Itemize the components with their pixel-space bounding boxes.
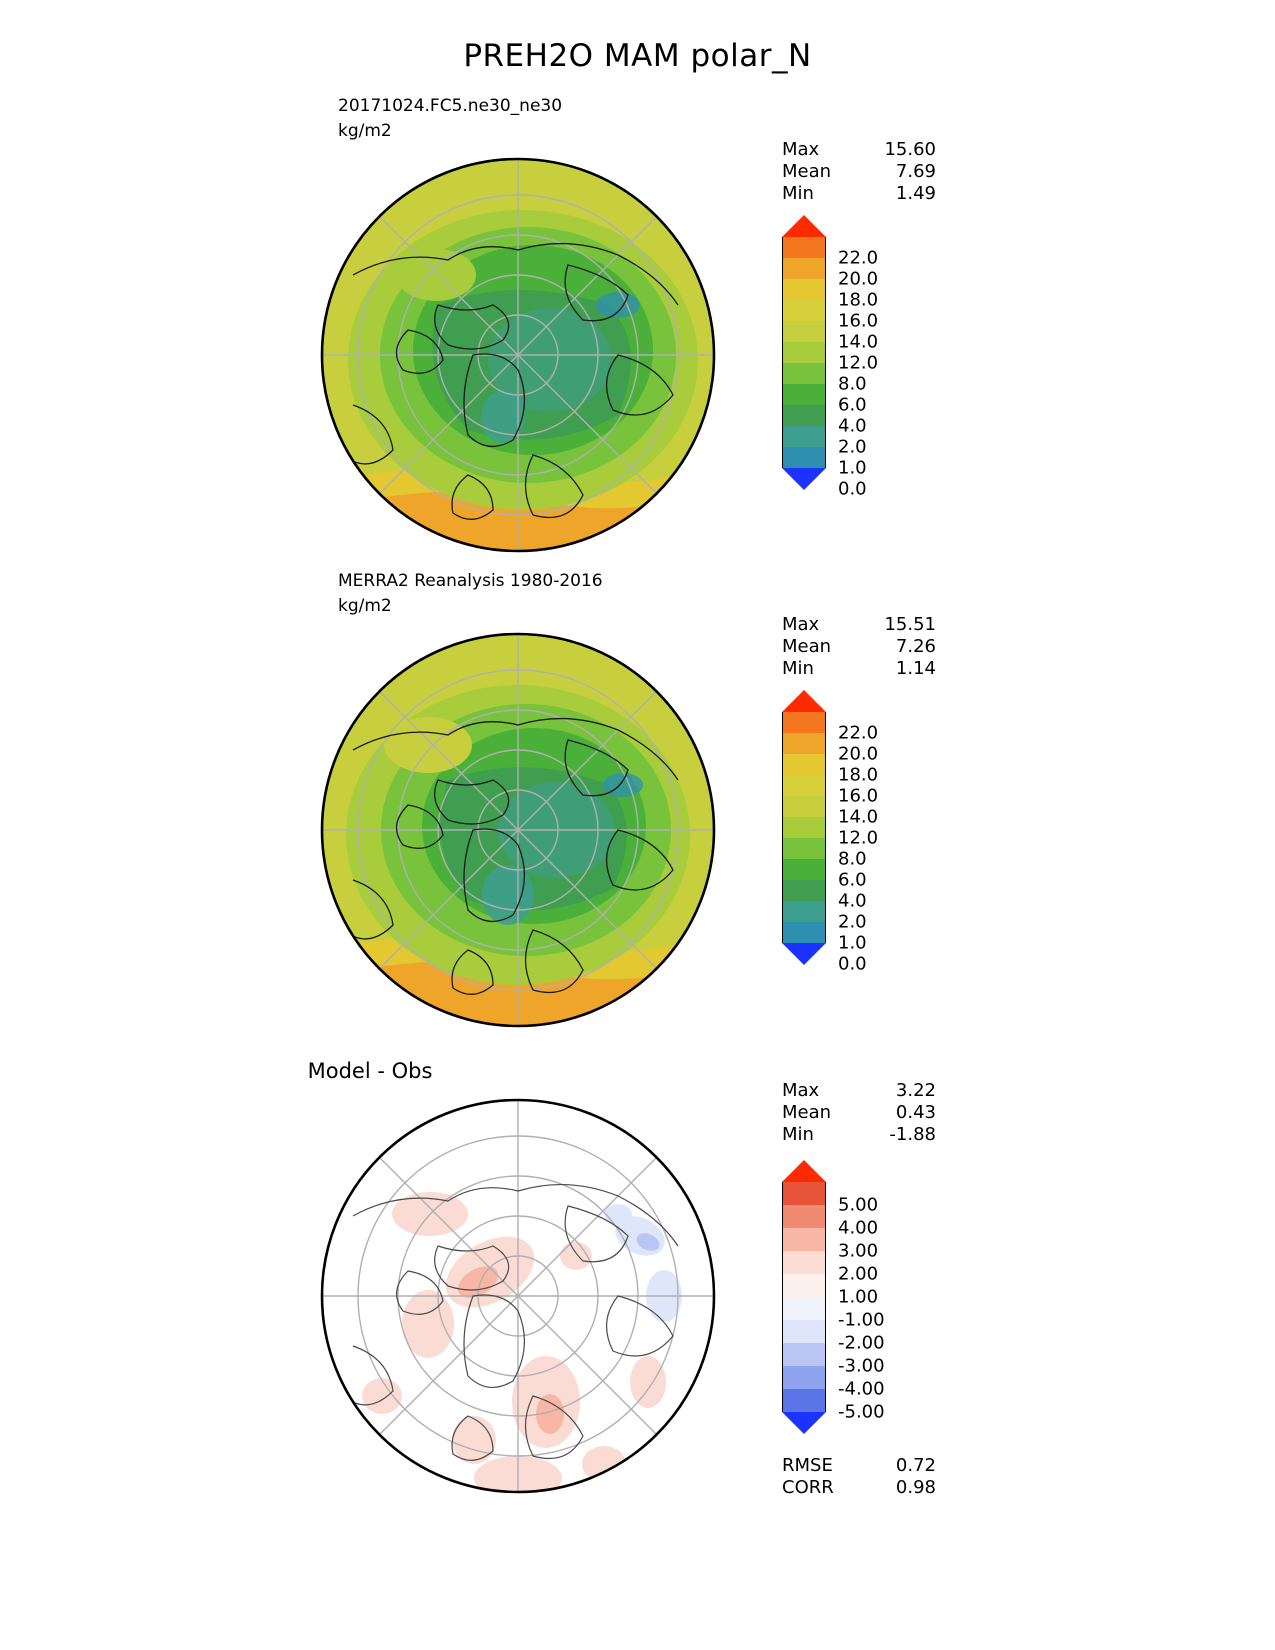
colorbar-bottom-arrow	[782, 1412, 826, 1434]
polar-map-obs	[318, 630, 718, 1030]
stat-label: Mean	[782, 161, 832, 182]
colorbar-tick: 0.0	[838, 478, 867, 500]
map-model	[318, 155, 738, 555]
panel-model-units: kg/m2	[338, 121, 392, 141]
colorbar-tick: 12.0	[838, 352, 879, 374]
colorbar-tick: 1.00	[838, 1286, 879, 1308]
map-obs	[318, 630, 738, 1030]
panel-obs-heading: MERRA2 Reanalysis 1980-2016	[338, 571, 603, 591]
colorbar-tick: 4.00	[838, 1217, 879, 1239]
colorbar-tick: 1.0	[838, 457, 867, 479]
colorbar-strip	[782, 237, 826, 468]
stat-value: 1.49	[895, 183, 936, 204]
stat-label: Mean	[782, 1102, 832, 1123]
colorbar-tick: 22.0	[838, 247, 879, 269]
colorbar-tick: 2.0	[838, 911, 867, 933]
colorbar-top-arrow	[782, 1160, 826, 1182]
colorbar-tick: 3.00	[838, 1240, 879, 1262]
colorbar-tick: 18.0	[838, 764, 879, 786]
colorbar-tick: 22.0	[838, 722, 879, 744]
polar-map-model	[318, 155, 718, 555]
colorbar-tick: 8.0	[838, 848, 867, 870]
colorbar-bottom-arrow	[782, 943, 826, 965]
colorbar-tick: 16.0	[838, 310, 879, 332]
colorbar-tick: 6.0	[838, 394, 867, 416]
colorbar-tick: 12.0	[838, 827, 879, 849]
colorbar-strip	[782, 712, 826, 943]
stat-label: CORR	[782, 1477, 834, 1498]
stat-value: 0.98	[895, 1477, 936, 1498]
colorbar-tick: 0.0	[838, 953, 867, 975]
stat-label: Max	[782, 1080, 820, 1101]
colorbar-tick: 18.0	[838, 289, 879, 311]
stat-value: 15.51	[884, 614, 936, 635]
stat-value: 15.60	[884, 139, 936, 160]
stat-value: 3.22	[895, 1080, 936, 1101]
colorbar-tick: -3.00	[838, 1355, 885, 1377]
map-difference	[318, 1096, 738, 1496]
colorbar-strip	[782, 1182, 826, 1412]
colorbar-tick: 1.0	[838, 932, 867, 954]
colorbar-tick: -4.00	[838, 1378, 885, 1400]
panel-obs-units: kg/m2	[338, 596, 392, 616]
colorbar-top-arrow	[782, 690, 826, 712]
colorbar-tick: 5.00	[838, 1194, 879, 1216]
stat-label: RMSE	[782, 1455, 833, 1476]
colorbar-tick: 6.0	[838, 869, 867, 891]
panel-difference-heading: Model - Obs	[307, 1059, 433, 1083]
colorbar-tick: 8.0	[838, 373, 867, 395]
stat-value: -1.88	[889, 1124, 936, 1145]
colorbar-tick: 14.0	[838, 806, 879, 828]
colorbar-tick: 4.0	[838, 415, 867, 437]
colorbar-top-arrow	[782, 215, 826, 237]
colorbar-tick: 14.0	[838, 331, 879, 353]
colorbar-tick: 2.0	[838, 436, 867, 458]
colorbar-tick: -1.00	[838, 1309, 885, 1331]
polar-map-difference	[318, 1096, 718, 1496]
stat-label: Min	[782, 183, 814, 204]
stat-value: 0.72	[895, 1455, 936, 1476]
colorbar-tick: -5.00	[838, 1401, 885, 1423]
colorbar-tick: 16.0	[838, 785, 879, 807]
page-title: PREH2O MAM polar_N	[463, 38, 812, 74]
colorbar-tick: 20.0	[838, 743, 879, 765]
stat-label: Mean	[782, 636, 832, 657]
stat-label: Max	[782, 614, 820, 635]
stat-value: 1.14	[895, 658, 936, 679]
panel-model-heading: 20171024.FC5.ne30_ne30	[338, 96, 563, 116]
stat-value: 7.69	[895, 161, 936, 182]
colorbar-tick: 2.00	[838, 1263, 879, 1285]
stat-value: 0.43	[895, 1102, 936, 1123]
stat-label: Min	[782, 658, 814, 679]
colorbar-tick: -2.00	[838, 1332, 885, 1354]
colorbar-tick: 20.0	[838, 268, 879, 290]
colorbar-tick: 4.0	[838, 890, 867, 912]
stat-value: 7.26	[895, 636, 936, 657]
stat-label: Max	[782, 139, 820, 160]
stat-label: Min	[782, 1124, 814, 1145]
colorbar-bottom-arrow	[782, 468, 826, 490]
